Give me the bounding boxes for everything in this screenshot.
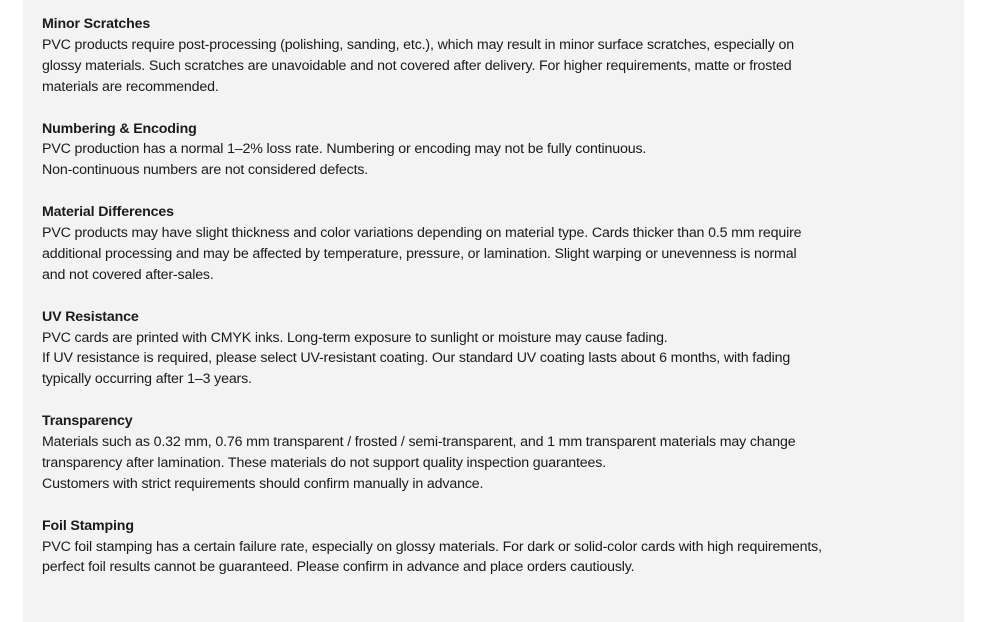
section-heading: Foil Stamping — [42, 517, 134, 534]
section-text-line: PVC foil stamping has a certain failure rate, especially on glossy materials. For dark or solid-color cards with high requirements, — [42, 538, 822, 555]
section-text-line: PVC production has a normal 1–2% loss rate. Numbering or encoding may not be fully continuous. — [42, 141, 647, 158]
section-text-line: Non-continuous numbers are not considered defects. — [42, 162, 369, 179]
notice-panel — [23, 0, 964, 622]
section-text-line: If UV resistance is required, please select UV-resistant coating. Our standard UV coating lasts about 6 months, with fading — [42, 350, 791, 367]
section-text-line: additional processing and may be affected by temperature, pressure, or lamination. Slight warping or unevenness is normal — [42, 245, 797, 262]
section-foil-stamping — [42, 516, 942, 579]
section-heading: Transparency — [42, 413, 133, 430]
section-material-differences — [42, 202, 942, 286]
section-heading: Numbering & Encoding — [42, 120, 197, 137]
section-text-line: PVC products may have slight thickness and color variations depending on material type. Cards thicker than 0.5 mm require — [42, 225, 802, 242]
section-text-line: and not covered after-sales. — [42, 266, 214, 283]
section-text-line: transparency after lamination. These materials do not support quality inspection guarantees. — [42, 454, 607, 471]
section-heading: UV Resistance — [42, 308, 139, 325]
section-text-line: PVC cards are printed with CMYK inks. Long-term exposure to sunlight or moisture may cause fading. — [42, 329, 668, 346]
section-heading: Minor Scratches — [42, 16, 151, 32]
section-text-line: Materials such as 0.32 mm, 0.76 mm transparent / frosted / semi-transparent, and 1 mm transparent materials may change — [42, 434, 796, 451]
section-transparency — [42, 411, 942, 495]
section-heading: Material Differences — [42, 204, 174, 221]
section-text-line: materials are recommended. — [42, 78, 219, 95]
section-numbering-encoding — [42, 119, 942, 182]
section-text-line: glossy materials. Such scratches are unavoidable and not covered after delivery. For higher requirements, matte or frosted — [42, 57, 792, 74]
notice-content — [42, 14, 942, 599]
section-minor-scratches — [42, 14, 942, 98]
section-text-line: perfect foil results cannot be guaranteed. Please confirm in advance and place orders cautiously. — [42, 559, 635, 576]
section-uv-resistance — [42, 307, 942, 391]
section-text-line: typically occurring after 1–3 years. — [42, 371, 252, 388]
section-text-line: PVC products require post-processing (polishing, sanding, etc.), which may result in minor surface scratches, especially on — [42, 36, 794, 53]
section-text-line: Customers with strict requirements should confirm manually in advance. — [42, 475, 484, 492]
